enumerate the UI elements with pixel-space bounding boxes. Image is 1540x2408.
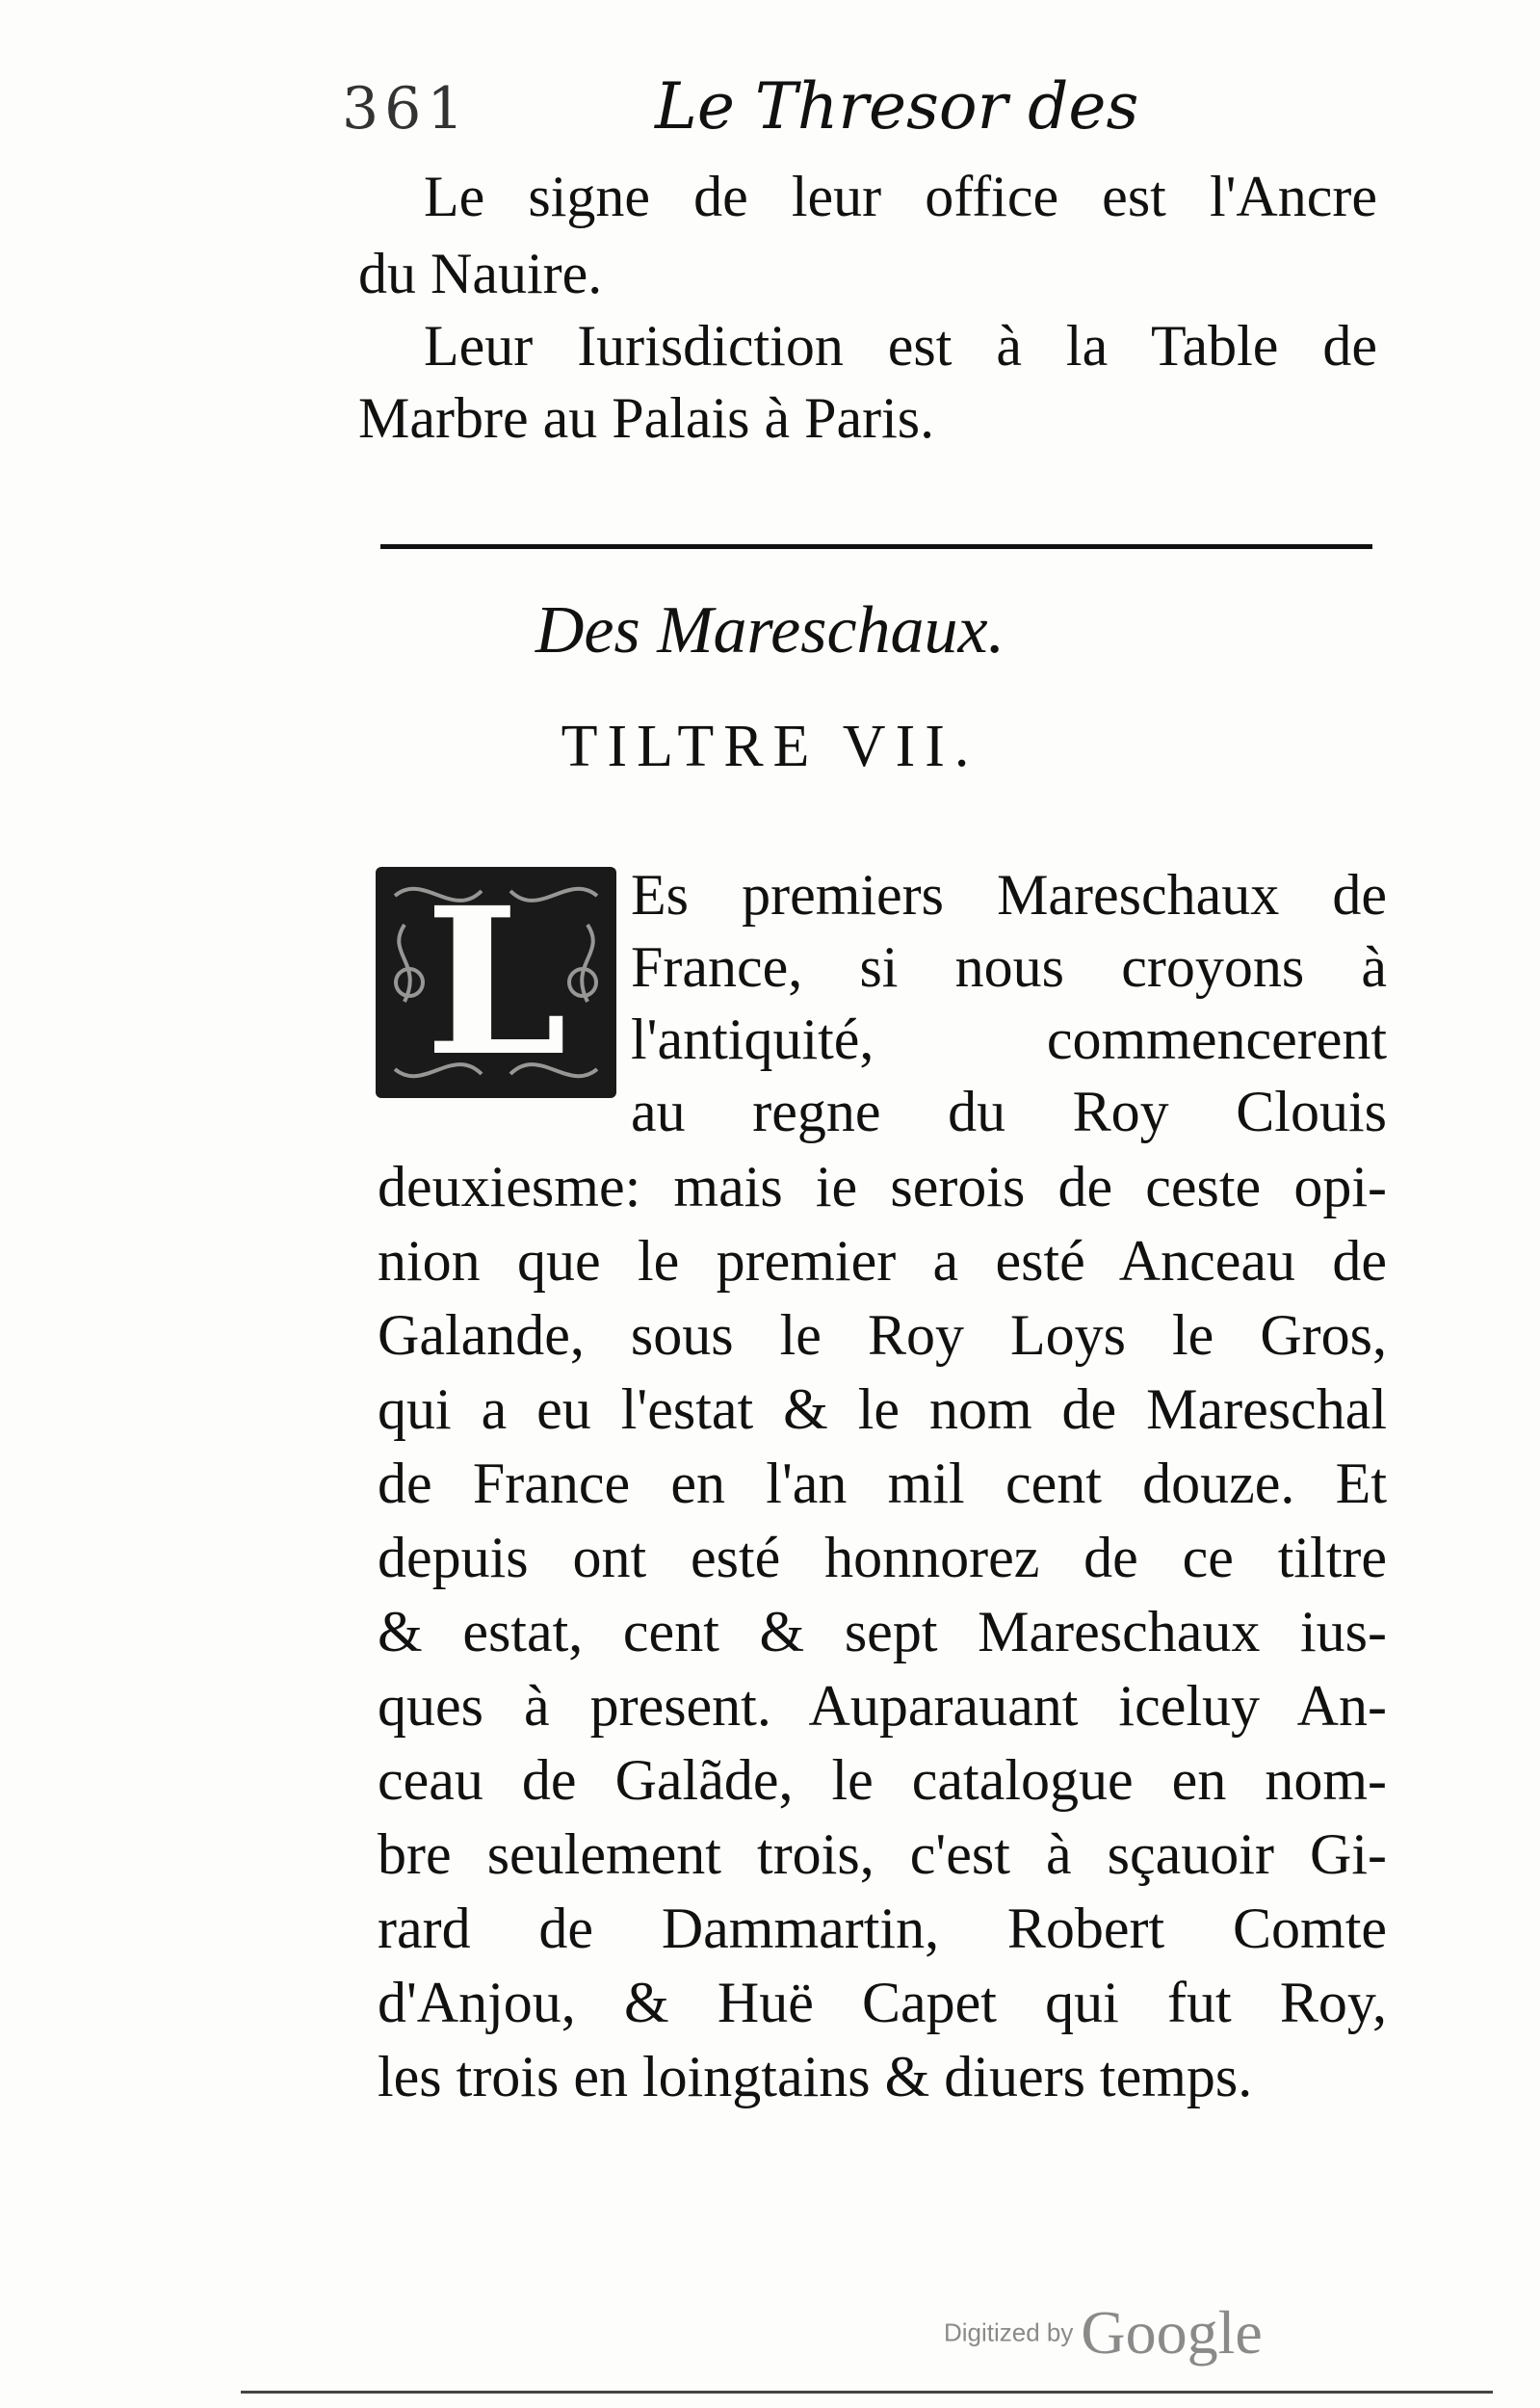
body-line: nion que le premier a esté Anceau de [378,1229,1387,1293]
body-line: l'antiquité, commencerent [631,1008,1387,1071]
chapter-number: TILTRE VII. [561,714,979,779]
watermark-prefix: Digitized by [944,2317,1074,2347]
previous-section-line: Le signe de leur office est l'Ancre [424,165,1377,228]
body-line: bre seulement trois, c'est à sçauoir Gi- [378,1822,1387,1886]
previous-section-line: du Nauire. [358,242,603,305]
body-line: deuxiesme: mais ie serois de ceste opi- [378,1155,1387,1218]
previous-section-line: Leur Iurisdiction est à la Table de [424,314,1377,378]
body-line: de France en l'an mil cent douze. Et [378,1452,1387,1515]
body-line: France, si nous croyons à [631,935,1387,999]
ornament-icon [376,863,616,1101]
body-line: qui a eu l'estat & le nom de Mareschal [378,1377,1387,1441]
decorated-initial [376,863,616,1101]
body-line: & estat, cent & sept Mareschaux ius- [378,1600,1387,1663]
initial-letter: L [425,863,567,1101]
body-line: les trois en loingtains & diuers temps. [378,2045,1253,2108]
previous-section-line: Marbre au Palais à Paris. [358,386,935,450]
section-divider [380,544,1372,549]
body-line: Es premiers Mareschaux de [631,863,1387,927]
body-line: d'Anjou, & Huë Capet qui fut Roy, [378,1971,1387,2034]
running-title: Le Thresor des [655,69,1139,144]
body-line: ques à present. Auparauant iceluy An- [378,1674,1387,1738]
watermark-brand: Google [1081,2298,1263,2367]
body-line: depuis ont esté honnorez de ce tiltre [378,1526,1387,1589]
page-edge-line [241,2391,1493,2394]
page-number: 361 [342,75,470,143]
digitization-watermark [944,2297,1263,2369]
chapter-title: Des Mareschaux. [535,593,1005,667]
body-line: rard de Dammartin, Robert Comte [378,1897,1387,1960]
body-line: Galande, sous le Roy Loys le Gros, [378,1303,1387,1367]
body-line: ceau de Galãde, le catalogue en nom- [378,1748,1387,1812]
body-line: au regne du Roy Clouis [631,1080,1387,1143]
